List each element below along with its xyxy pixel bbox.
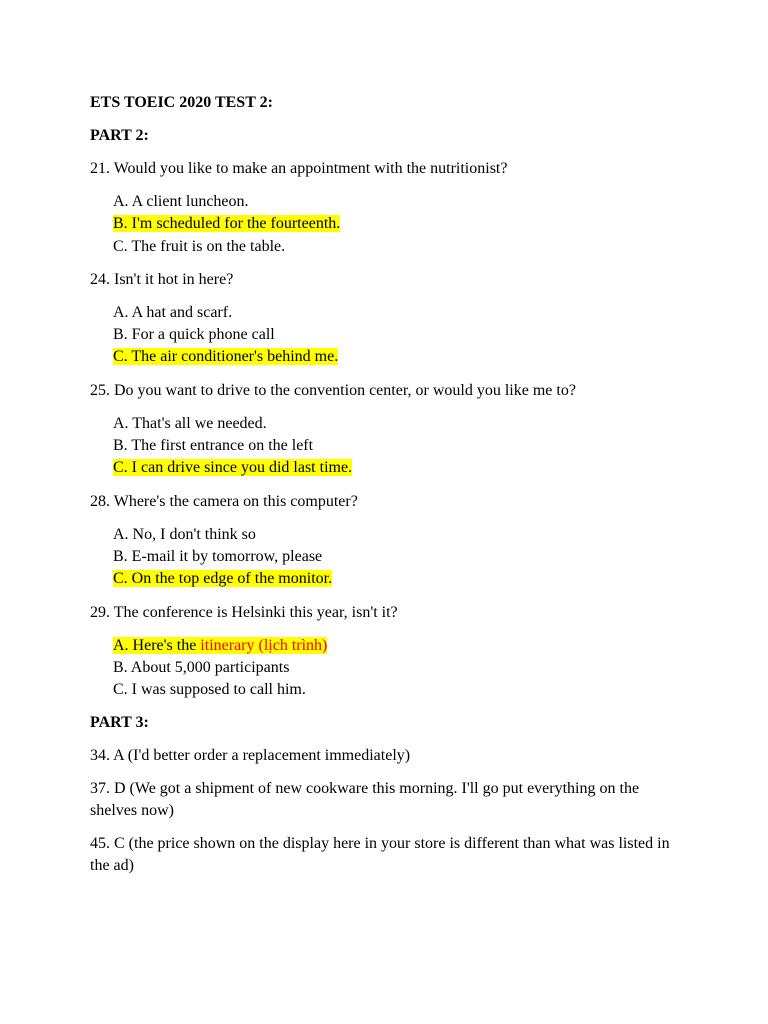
option-29-a-highlighted-answer [113,637,327,654]
document-page [90,92,690,888]
option-25-c [113,457,690,479]
option-24-b-text: B. For a quick phone call [113,326,275,344]
question-25: 25. Do you want to drive to the convention center, or would you like me to? [90,381,576,399]
option-21-b-highlighted-answer: B. I'm scheduled for the fourteenth. [113,215,341,233]
option-24-a-text: A. A hat and scarf. [113,303,233,321]
part3-answer-45: 45. C (the price shown on the display here in your store is different than what was listed in the ad) [90,835,670,875]
option-24-c [113,346,690,368]
option-29-a-vocab-note: itinerary (lịch trình) [200,636,328,654]
option-29-c [113,679,690,701]
question-21: 21. Would you like to make an appointment with the nutritionist? [90,160,508,177]
option-28-c [113,568,690,590]
part2-heading: PART 2: [90,127,149,144]
question-28-options [90,524,690,591]
option-28-b [113,546,690,568]
option-25-a [113,413,690,435]
option-21-c-text: C. The fruit is on the table. [113,237,286,255]
option-24-a [113,302,690,324]
option-21-a [113,191,690,213]
question-25-options [90,413,690,480]
option-25-b [113,435,690,457]
question-29-options [90,635,690,702]
option-25-b-text: B. The first entrance on the left [113,437,314,455]
option-21-a-text: A. A client luncheon. [113,193,249,210]
question-24: 24. Isn't it hot in here? [90,270,234,288]
question-24-options [90,302,690,369]
option-29-b-text: B. About 5,000 participants [113,658,290,676]
option-29-a [113,635,690,657]
question-28: 28. Where's the camera on this computer? [90,492,358,510]
option-28-b-text: B. E-mail it by tomorrow, please [113,547,323,565]
option-28-a [113,524,690,546]
option-21-b [113,213,690,235]
document-title: ETS TOEIC 2020 TEST 2: [90,94,273,111]
option-29-a-prefix: A. Here's the [113,636,201,654]
option-25-a-text: A. That's all we needed. [113,414,267,432]
option-29-b [113,657,690,679]
part3-answer-34: 34. A (I'd better order a replacement immediately) [90,747,411,765]
question-21-options [90,191,690,258]
part3-answer-37: 37. D (We got a shipment of new cookware this morning. I'll go put everything on the shelves now) [90,780,640,820]
option-25-c-highlighted-answer: C. I can drive since you did last time. [113,459,353,477]
option-24-c-highlighted-answer: C. The air conditioner's behind me. [113,348,339,366]
option-28-a-text: A. No, I don't think so [113,525,256,543]
option-28-c-highlighted-answer: C. On the top edge of the monitor. [113,570,333,588]
option-24-b [113,324,690,346]
part3-heading: PART 3: [90,714,149,732]
option-29-c-text: C. I was supposed to call him. [113,681,306,699]
question-29: 29. The conference is Helsinki this year, isn't it? [90,603,398,621]
option-21-c [113,236,690,258]
